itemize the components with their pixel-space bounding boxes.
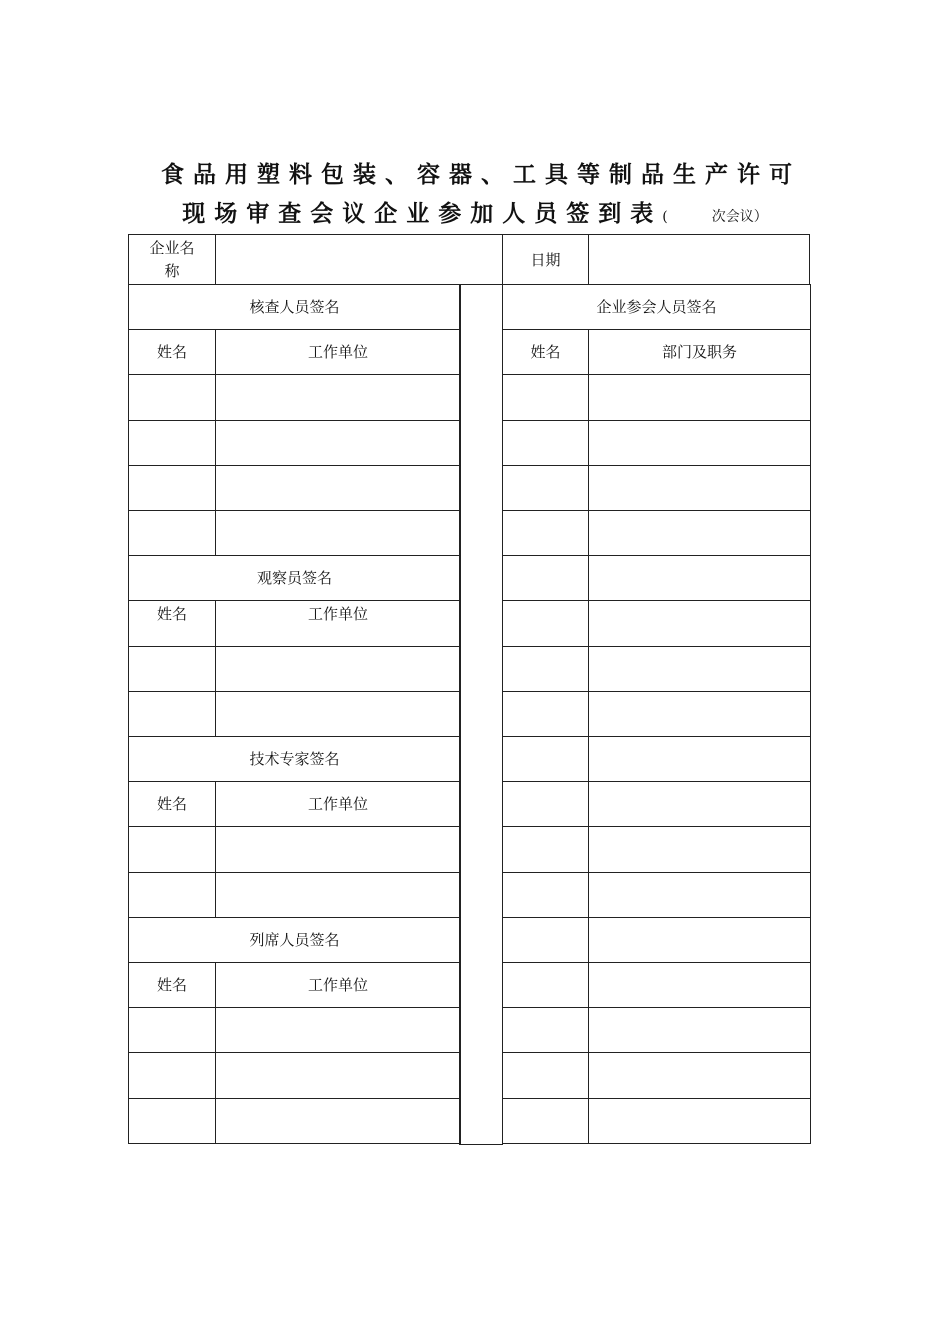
- attendees-name-cell[interactable]: [128, 1098, 216, 1144]
- company-attendees-dept-header: 部门及职务: [588, 329, 811, 375]
- attendees-heading: 列席人员签名: [128, 917, 461, 963]
- column-spacer: [459, 284, 503, 1145]
- attendees-unit-cell[interactable]: [215, 1052, 461, 1099]
- company-attendee-dept-cell[interactable]: [588, 872, 811, 918]
- experts-name-header: 姓名: [128, 781, 216, 827]
- observers-unit-cell[interactable]: [215, 646, 461, 692]
- inspectors-name-cell[interactable]: [128, 465, 216, 511]
- inspectors-heading: 核查人员签名: [128, 284, 461, 330]
- company-attendee-name-cell[interactable]: [502, 1052, 589, 1099]
- company-name-label: 企业名称: [128, 234, 216, 285]
- company-attendee-dept-cell[interactable]: [588, 510, 811, 556]
- company-attendee-name-cell[interactable]: [502, 826, 589, 873]
- company-attendee-name-cell[interactable]: [502, 872, 589, 918]
- company-attendee-dept-cell[interactable]: [588, 420, 811, 466]
- company-name-field[interactable]: [215, 234, 503, 285]
- inspectors-unit-cell[interactable]: [215, 510, 461, 556]
- experts-unit-header: 工作单位: [215, 781, 461, 827]
- company-attendee-dept-cell[interactable]: [588, 691, 811, 737]
- company-attendee-dept-cell[interactable]: [588, 917, 811, 963]
- inspectors-name-cell[interactable]: [128, 420, 216, 466]
- company-attendee-dept-cell[interactable]: [588, 600, 811, 647]
- observers-name-header: 姓名: [128, 600, 216, 647]
- observers-name-cell[interactable]: [128, 646, 216, 692]
- company-attendee-name-cell[interactable]: [502, 691, 589, 737]
- experts-heading: 技术专家签名: [128, 736, 461, 782]
- inspectors-name-cell[interactable]: [128, 510, 216, 556]
- company-attendee-name-cell[interactable]: [502, 555, 589, 601]
- company-attendee-dept-cell[interactable]: [588, 374, 811, 421]
- date-field[interactable]: [588, 234, 810, 285]
- company-attendee-name-cell[interactable]: [502, 736, 589, 782]
- company-attendee-name-cell[interactable]: [502, 781, 589, 827]
- company-attendees-heading: 企业参会人员签名: [502, 284, 811, 330]
- inspectors-name-header: 姓名: [128, 329, 216, 375]
- attendees-name-cell[interactable]: [128, 1007, 216, 1053]
- inspectors-unit-header: 工作单位: [215, 329, 461, 375]
- company-attendee-dept-cell[interactable]: [588, 1052, 811, 1099]
- company-attendee-name-cell[interactable]: [502, 600, 589, 647]
- attendees-unit-cell[interactable]: [215, 1098, 461, 1144]
- company-attendee-dept-cell[interactable]: [588, 781, 811, 827]
- attendees-unit-cell[interactable]: [215, 1007, 461, 1053]
- observers-heading: 观察员签名: [128, 555, 461, 601]
- company-attendee-name-cell[interactable]: [502, 1098, 589, 1144]
- experts-name-cell[interactable]: [128, 826, 216, 873]
- inspectors-name-cell[interactable]: [128, 374, 216, 421]
- observers-unit-cell[interactable]: [215, 691, 461, 737]
- company-attendee-dept-cell[interactable]: [588, 1007, 811, 1053]
- company-attendee-dept-cell[interactable]: [588, 1098, 811, 1144]
- session-suffix: 次会议）: [711, 209, 768, 225]
- experts-unit-cell[interactable]: [215, 826, 461, 873]
- company-attendee-dept-cell[interactable]: [588, 555, 811, 601]
- company-attendee-name-cell[interactable]: [502, 646, 589, 692]
- company-attendee-dept-cell[interactable]: [588, 962, 811, 1008]
- inspectors-unit-cell[interactable]: [215, 465, 461, 511]
- company-attendee-name-cell[interactable]: [502, 420, 589, 466]
- company-attendee-dept-cell[interactable]: [588, 646, 811, 692]
- company-attendees-name-header: 姓名: [502, 329, 589, 375]
- form-title-line-1: 食品用塑料包装、容器、工具等制品生产许可: [161, 162, 801, 188]
- experts-unit-cell[interactable]: [215, 872, 461, 918]
- observers-unit-header: 工作单位: [215, 600, 461, 647]
- company-attendee-dept-cell[interactable]: [588, 826, 811, 873]
- company-attendee-dept-cell[interactable]: [588, 736, 811, 782]
- company-attendee-name-cell[interactable]: [502, 374, 589, 421]
- company-attendee-name-cell[interactable]: [502, 510, 589, 556]
- company-attendee-name-cell[interactable]: [502, 1007, 589, 1053]
- attendees-name-header: 姓名: [128, 962, 216, 1008]
- inspectors-unit-cell[interactable]: [215, 420, 461, 466]
- attendees-name-cell[interactable]: [128, 1052, 216, 1099]
- company-attendee-dept-cell[interactable]: [588, 465, 811, 511]
- company-attendee-name-cell[interactable]: [502, 917, 589, 963]
- company-attendee-name-cell[interactable]: [502, 962, 589, 1008]
- experts-name-cell[interactable]: [128, 872, 216, 918]
- form-title-main: 现场审查会议企业参加人员签到表: [182, 201, 663, 227]
- date-label: 日期: [502, 234, 589, 285]
- company-attendee-name-cell[interactable]: [502, 465, 589, 511]
- observers-name-cell[interactable]: [128, 691, 216, 737]
- inspectors-unit-cell[interactable]: [215, 374, 461, 421]
- session-open-paren: (: [662, 209, 668, 225]
- attendees-unit-header: 工作单位: [215, 962, 461, 1008]
